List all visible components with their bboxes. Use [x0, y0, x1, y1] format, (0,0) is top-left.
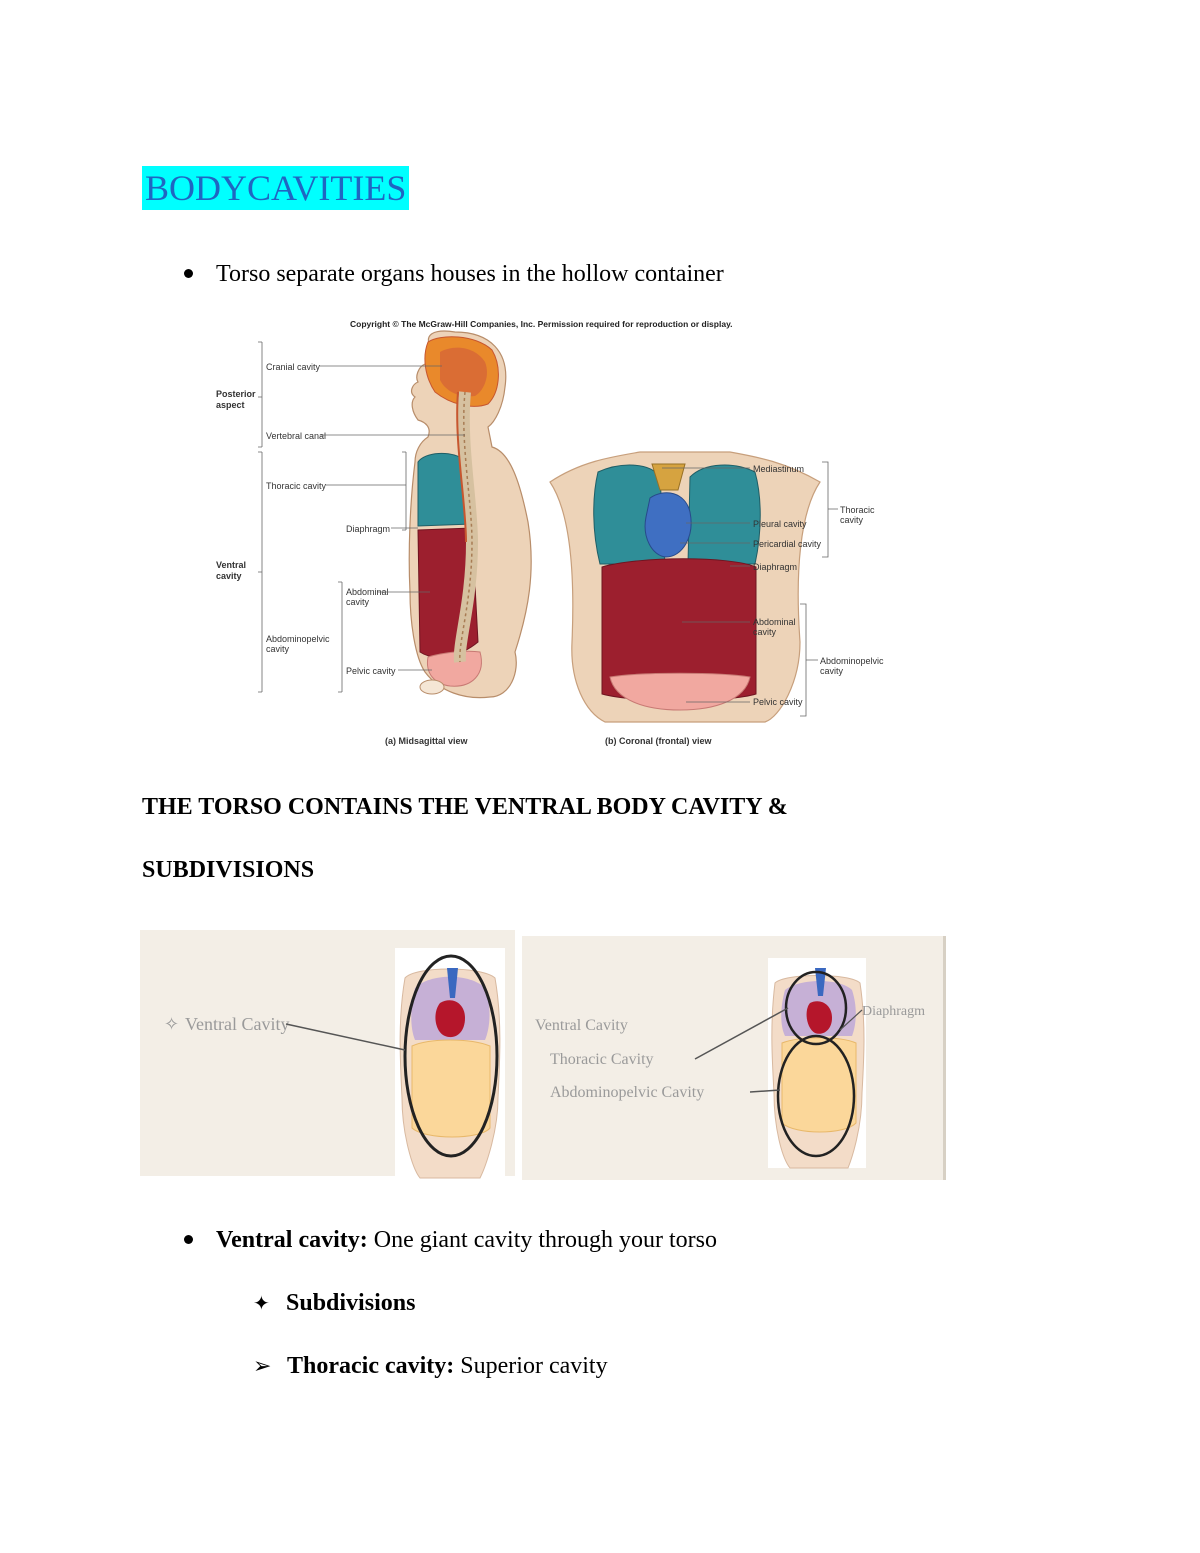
midsagittal-illustration	[409, 331, 531, 698]
label-abdominopelvic-b-2: cavity	[820, 666, 844, 676]
slide-right	[522, 936, 946, 1180]
label-cranial-cavity: Cranial cavity	[266, 362, 321, 372]
coronal-illustration	[550, 452, 820, 722]
slide-right-thoracic-label: Thoracic Cavity	[550, 1051, 654, 1068]
ventral-cavity-text: One giant cavity through your torso	[367, 1227, 718, 1253]
page-title: BODYCAVITIES	[142, 166, 409, 210]
label-pelvic-cavity-a: Pelvic cavity	[346, 666, 396, 676]
label-pelvic-cavity-b: Pelvic cavity	[753, 697, 803, 707]
subdivisions-label: Subdivisions	[286, 1290, 416, 1316]
slide-right-diaphragm-label: Diaphragm	[862, 1004, 925, 1019]
ventral-cavity-bullet	[180, 1225, 717, 1255]
thoracic-cavity-item	[253, 1351, 608, 1382]
intro-text: Torso separate organs houses in the hollow container	[216, 261, 724, 287]
intro-bullet	[180, 259, 724, 289]
label-abdominopelvic-a-1: Abdominopelvic	[266, 634, 330, 644]
label-ventral-cavity-1: Ventral	[216, 560, 247, 570]
four-point-star-icon: ✦	[253, 1291, 270, 1315]
body-cavities-figure	[210, 312, 900, 752]
slide-left-ventral-label: Ventral Cavity	[185, 1014, 290, 1034]
label-vertebral-canal: Vertebral canal	[266, 431, 327, 441]
caption-coronal: (b) Coronal (frontal) view	[605, 736, 712, 746]
bullet-icon	[184, 1235, 193, 1244]
section-heading-line2: SUBDIVISIONS	[142, 857, 315, 883]
label-abdominopelvic-b-1: Abdominopelvic	[820, 656, 884, 666]
subdivisions-item	[253, 1288, 415, 1318]
label-posterior-aspect-2: aspect	[216, 400, 245, 410]
slide-right-ventral-label: Ventral Cavity	[535, 1017, 628, 1034]
label-abdominal-cavity-a-2: cavity	[346, 597, 370, 607]
label-abdominal-cavity-b-1: Abdominal	[753, 617, 796, 627]
label-diaphragm-b: Diaphragm	[753, 562, 798, 572]
label-abdominal-cavity-a-1: Abdominal	[346, 587, 389, 597]
label-mediastinum: Mediastinum	[753, 464, 805, 474]
label-pericardial-cavity: Pericardial cavity	[753, 539, 822, 549]
label-thoracic-cavity-b-2: cavity	[840, 515, 864, 525]
section-heading-line1: THE TORSO CONTAINS THE VENTRAL BODY CAVITY &	[142, 794, 788, 820]
thoracic-cavity-term: Thoracic cavity:	[287, 1353, 455, 1379]
ventral-cavity-slides	[140, 928, 946, 1180]
ventral-cavity-term: Ventral cavity:	[216, 1227, 368, 1253]
label-pleural-cavity: Pleural cavity	[753, 519, 807, 529]
bullet-icon	[184, 269, 193, 278]
label-diaphragm-a: Diaphragm	[346, 524, 391, 534]
thoracic-cavity-text: Superior cavity	[454, 1353, 608, 1379]
label-ventral-cavity-2: cavity	[216, 571, 242, 581]
slide-left	[140, 930, 515, 1178]
label-thoracic-cavity-b-1: Thoracic	[840, 505, 875, 515]
caption-midsagittal: (a) Midsagittal view	[385, 736, 468, 746]
label-posterior-aspect-1: Posterior	[216, 389, 256, 399]
label-abdominopelvic-a-2: cavity	[266, 644, 290, 654]
figure-copyright: Copyright © The McGraw-Hill Companies, Inc. Permission required for reproduction or display.	[350, 319, 733, 329]
label-abdominal-cavity-b-2: cavity	[753, 627, 777, 637]
arrowhead-icon: ➢	[253, 1354, 272, 1379]
slide-left-diamond-icon: ✧	[164, 1014, 180, 1034]
label-thoracic-cavity-a: Thoracic cavity	[266, 481, 327, 491]
slide-right-abdominopelvic-label: Abdominopelvic Cavity	[550, 1084, 705, 1101]
